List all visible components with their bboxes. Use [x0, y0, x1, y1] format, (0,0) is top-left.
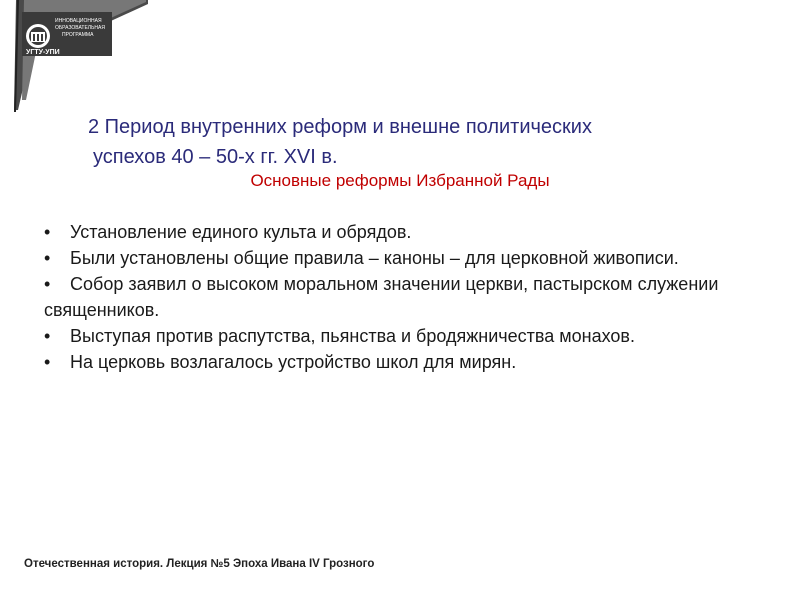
list-item-text: На церковь возлагалось устройство школ для мирян. — [70, 352, 517, 372]
bullet-icon: • — [44, 222, 51, 242]
slide-subtitle: Основные реформы Избранной Рады — [250, 171, 550, 190]
title-line-2: успехов 40 – 50-х гг. XVI в. — [93, 146, 338, 168]
logo-text-3: ПРОГРАММА — [62, 32, 94, 38]
slide-title — [88, 112, 768, 172]
slide-footer: Отечественная история. Лекция №5 Эпоха Ивана IV Грозного — [24, 558, 375, 570]
list-item-text: Установление единого культа и обрядов. — [70, 222, 412, 242]
list-item — [44, 271, 744, 323]
list-item-text: Выступая против распутства, пьянства и бродяжничества монахов. — [70, 326, 635, 346]
logo-text-2: ОБРАЗОВАТЕЛЬНАЯ — [55, 25, 105, 31]
bullet-icon: • — [44, 248, 51, 268]
bullet-icon: • — [44, 326, 51, 346]
reform-list — [44, 219, 744, 375]
bullet-icon: • — [44, 274, 51, 294]
bullet-icon: • — [44, 352, 51, 372]
university-logo — [22, 12, 112, 56]
list-item-text: Собор заявил о высоком моральном значении церкви, пастырском служении священников. — [44, 274, 719, 320]
list-item — [44, 219, 744, 245]
logo-text-1: ИННОВАЦИОННАЯ — [55, 18, 102, 24]
logo-mark: УГТУ-УПИ — [26, 49, 60, 56]
title-line-1: 2 Период внутренних реформ и внешне политических — [88, 116, 592, 138]
list-item-text: Были установлены общие правила – каноны – для церковной живописи. — [70, 248, 679, 268]
list-item — [44, 245, 744, 271]
list-item — [44, 349, 744, 375]
list-item — [44, 323, 744, 349]
